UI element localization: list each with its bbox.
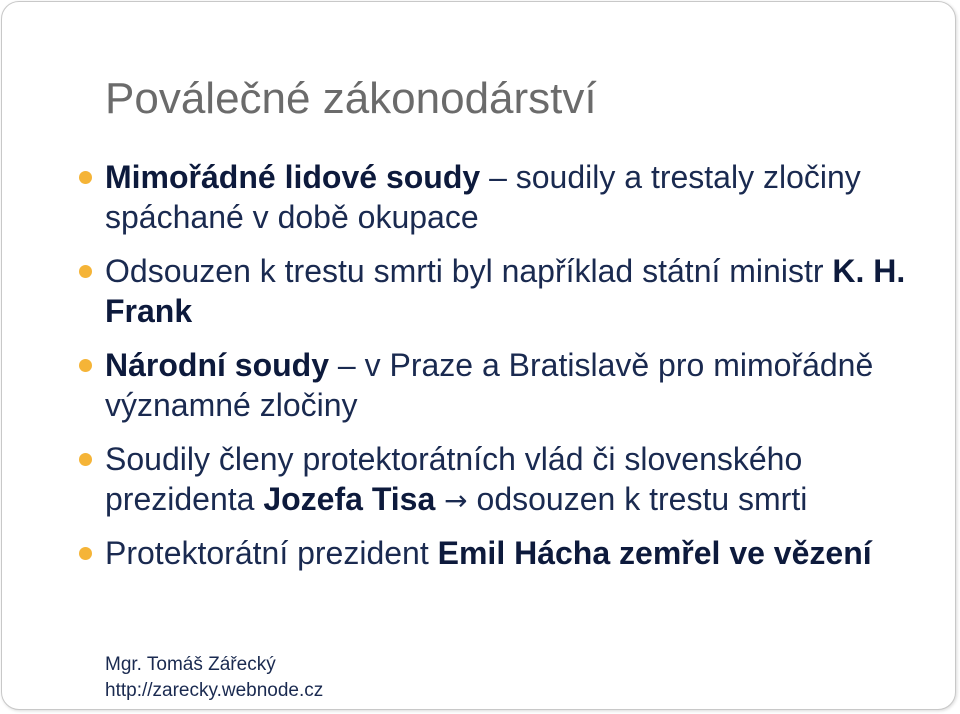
bullet-dot-icon bbox=[79, 265, 92, 278]
bullet-dot-icon bbox=[79, 359, 92, 372]
bullet-list bbox=[79, 157, 909, 573]
bullet-1-separator: – bbox=[480, 159, 516, 195]
slide-frame bbox=[1, 1, 956, 710]
bullet-4-bold: Jozefa Tisa bbox=[263, 481, 436, 517]
footer bbox=[105, 652, 323, 704]
bullet-item-3 bbox=[79, 345, 909, 425]
bullet-dot-icon bbox=[79, 547, 92, 560]
bullet-4-rest: odsouzen k trestu smrti bbox=[476, 481, 808, 517]
bullet-item-5 bbox=[79, 533, 909, 573]
bullet-2-text: Odsouzen k trestu smrti byl například státní ministr bbox=[105, 253, 833, 289]
bullet-1-bold: Mimořádné lidové soudy bbox=[105, 159, 481, 195]
bullet-1-text: soudily a trestaly zločiny spáchané v době okupace bbox=[105, 159, 861, 235]
bullet-dot-icon bbox=[79, 453, 92, 466]
bullet-item-1 bbox=[79, 157, 909, 237]
bullet-2-bold: K. H. Frank bbox=[105, 253, 906, 329]
footer-url[interactable]: http://zarecky.webnode.cz bbox=[105, 680, 324, 701]
bullet-3-separator: – bbox=[329, 347, 365, 383]
bullet-4-text: Soudily členy protektorátních vlád či slovenského prezidenta bbox=[105, 441, 803, 517]
bullet-item-4 bbox=[79, 439, 909, 521]
bullet-5-bold: Emil Hácha zemřel ve vězení bbox=[437, 535, 872, 571]
arrow-right-icon: → bbox=[435, 484, 477, 517]
bullet-item-2 bbox=[79, 251, 909, 331]
bullet-3-text: v Praze a Bratislavě pro mimořádně významné zločiny bbox=[105, 347, 874, 423]
bullet-3-bold: Národní soudy bbox=[105, 347, 330, 383]
slide-title: Poválečné zákonodárství bbox=[105, 74, 597, 123]
footer-author: Mgr. Tomáš Zářecký bbox=[105, 654, 276, 675]
bullet-dot-icon bbox=[79, 171, 92, 184]
bullet-5-text: Protektorátní prezident bbox=[105, 535, 438, 571]
